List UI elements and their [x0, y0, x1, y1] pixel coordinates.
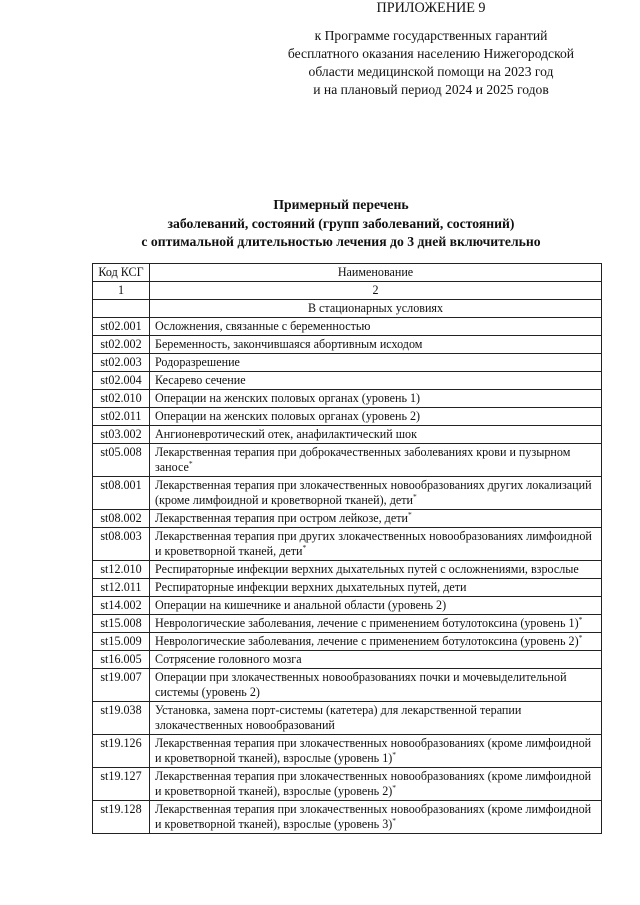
table-row: [93, 444, 602, 477]
ksg-name: Лекарственная терапия при остром лейкозе, дети: [155, 511, 408, 525]
ksg-name-cell: [150, 510, 602, 528]
ksg-name: Установка, замена порт-системы (катетера) для лекарственной терапии злокачественных новообразований: [155, 703, 522, 732]
ksg-name-cell: [150, 372, 602, 390]
ksg-code: st19.127: [93, 768, 150, 801]
ksg-name-cell: [150, 801, 602, 834]
column-header-code: Код КСГ: [93, 264, 150, 282]
ksg-name: Респираторные инфекции верхних дыхательных путей, дети: [155, 580, 467, 594]
table-row: [93, 561, 602, 579]
title-line: с оптимальной длительностью лечения до 3 дней включительно: [141, 234, 541, 249]
ksg-name-cell: [150, 408, 602, 426]
table-row: [93, 579, 602, 597]
document-title: [80, 196, 602, 252]
table-row: [93, 390, 602, 408]
ksg-code: st05.008: [93, 444, 150, 477]
ksg-code: st19.126: [93, 735, 150, 768]
ksg-name-cell: [150, 669, 602, 702]
column-number: 1: [93, 282, 150, 300]
ksg-name-cell: [150, 561, 602, 579]
ksg-code: st08.001: [93, 477, 150, 510]
ksg-name: Лекарственная терапия при злокачественных новообразованиях (кроме лимфоидной и кроветворной тканей), взрослые (уровень 2): [155, 769, 592, 798]
ksg-name-cell: [150, 633, 602, 651]
ksg-code: st02.011: [93, 408, 150, 426]
footnote-marker: *: [578, 633, 583, 642]
ksg-code: st02.002: [93, 336, 150, 354]
ksg-name: Респираторные инфекции верхних дыхательных путей с осложнениями, взрослые: [155, 562, 579, 576]
column-number-row: [93, 282, 602, 300]
ksg-name: Ангионевротический отек, анафилактический шок: [155, 427, 417, 441]
section-empty-cell: [93, 300, 150, 318]
ksg-name-cell: [150, 615, 602, 633]
table-row: [93, 408, 602, 426]
ksg-code: st19.038: [93, 702, 150, 735]
footnote-marker: *: [578, 615, 583, 624]
table-body: [93, 318, 602, 834]
ksg-code: st19.007: [93, 669, 150, 702]
ksg-name-cell: [150, 768, 602, 801]
ksg-code: st16.005: [93, 651, 150, 669]
footnote-marker: *: [302, 543, 307, 552]
ksg-name-cell: [150, 390, 602, 408]
ksg-name: Кесарево сечение: [155, 373, 246, 387]
table-row: [93, 669, 602, 702]
ksg-code: st02.003: [93, 354, 150, 372]
table-row: [93, 597, 602, 615]
ksg-name: Родоразрешение: [155, 355, 240, 369]
table-row: [93, 633, 602, 651]
table-row: [93, 702, 602, 735]
ksg-name-cell: [150, 354, 602, 372]
ksg-name: Операции при злокачественных новообразованиях почки и мочевыделительной системы (уровень 2): [155, 670, 567, 699]
column-number: 2: [150, 282, 602, 300]
ksg-name: Неврологические заболевания, лечение с применением ботулотоксина (уровень 2): [155, 634, 579, 648]
footnote-marker: *: [392, 750, 397, 759]
ksg-name-cell: [150, 318, 602, 336]
ksg-code: st14.002: [93, 597, 150, 615]
footnote-marker: *: [392, 783, 397, 792]
ksg-name: Операции на кишечнике и анальной области (уровень 2): [155, 598, 447, 612]
footnote-marker: *: [413, 492, 417, 501]
ksg-name: Лекарственная терапия при злокачественных новообразованиях других локализаций (кроме лимфоидной и кроветворной тканей), дети: [155, 478, 592, 507]
table-header-row: [93, 264, 602, 282]
ksg-name-cell: [150, 597, 602, 615]
ksg-name-cell: [150, 702, 602, 735]
table-row: [93, 768, 602, 801]
appendix-number: ПРИЛОЖЕНИЕ 9: [376, 0, 486, 16]
title-line: Примерный перечень: [273, 197, 409, 212]
table-row: [93, 477, 602, 510]
appendix-line: и на плановый период 2024 и 2025 годов: [313, 82, 549, 97]
ksg-name-cell: [150, 735, 602, 768]
ksg-code: st02.001: [93, 318, 150, 336]
ksg-name: Осложнения, связанные с беременностью: [155, 319, 371, 333]
table-row: [93, 426, 602, 444]
ksg-name: Лекарственная терапия при доброкачественных заболеваниях крови и пузырном заносе: [155, 445, 571, 474]
ksg-code: st19.128: [93, 801, 150, 834]
ksg-name: Беременность, закончившаяся абортивным исходом: [155, 337, 423, 351]
table-row: [93, 735, 602, 768]
ksg-code: st12.010: [93, 561, 150, 579]
ksg-code: st02.004: [93, 372, 150, 390]
appendix-line: области медицинской помощи на 2023 год: [308, 64, 554, 79]
ksg-code: st08.003: [93, 528, 150, 561]
table-row: [93, 336, 602, 354]
footnote-marker: *: [392, 816, 397, 825]
table-row: [93, 615, 602, 633]
table-row: [93, 528, 602, 561]
ksg-name: Лекарственная терапия при злокачественных новообразованиях (кроме лимфоидной и кроветворной тканей), взрослые (уровень 1): [155, 736, 592, 765]
ksg-name-cell: [150, 336, 602, 354]
table-row: [93, 651, 602, 669]
footnote-marker: *: [407, 510, 412, 519]
ksg-name: Операции на женских половых органах (уровень 1): [155, 391, 421, 405]
ksg-code: st03.002: [93, 426, 150, 444]
ksg-name: Сотрясение головного мозга: [155, 652, 302, 666]
ksg-name: Лекарственная терапия при злокачественных новообразованиях (кроме лимфоидной и кроветворной тканей), взрослые (уровень 3): [155, 802, 592, 831]
ksg-name-cell: [150, 444, 602, 477]
ksg-name: Лекарственная терапия при других злокачественных новообразованиях лимфоидной и кроветворной тканей, дети: [155, 529, 592, 558]
section-row: [93, 300, 602, 318]
appendix-reference: [270, 27, 592, 99]
ksg-name-cell: [150, 477, 602, 510]
table-row: [93, 372, 602, 390]
table-row: [93, 318, 602, 336]
ksg-code: st15.008: [93, 615, 150, 633]
ksg-code: st12.011: [93, 579, 150, 597]
ksg-name: Неврологические заболевания, лечение с применением ботулотоксина (уровень 1): [155, 616, 579, 630]
ksg-name: Операции на женских половых органах (уровень 2): [155, 409, 421, 423]
footnote-marker: *: [188, 459, 193, 468]
ksg-code: st08.002: [93, 510, 150, 528]
table-row: [93, 510, 602, 528]
section-title: В стационарных условиях: [150, 300, 602, 318]
ksg-name-cell: [150, 651, 602, 669]
ksg-name-cell: [150, 579, 602, 597]
ksg-name-cell: [150, 528, 602, 561]
appendix-line: бесплатного оказания населению Нижегородской: [287, 46, 575, 61]
ksg-code: st02.010: [93, 390, 150, 408]
table-row: [93, 801, 602, 834]
appendix-line: к Программе государственных гарантий: [314, 28, 548, 43]
ksg-table: [92, 263, 602, 834]
title-line: заболеваний, состояний (групп заболеваний, состояний): [167, 215, 515, 231]
table-row: [93, 354, 602, 372]
ksg-name-cell: [150, 426, 602, 444]
ksg-code: st15.009: [93, 633, 150, 651]
column-header-name: Наименование: [150, 264, 602, 282]
